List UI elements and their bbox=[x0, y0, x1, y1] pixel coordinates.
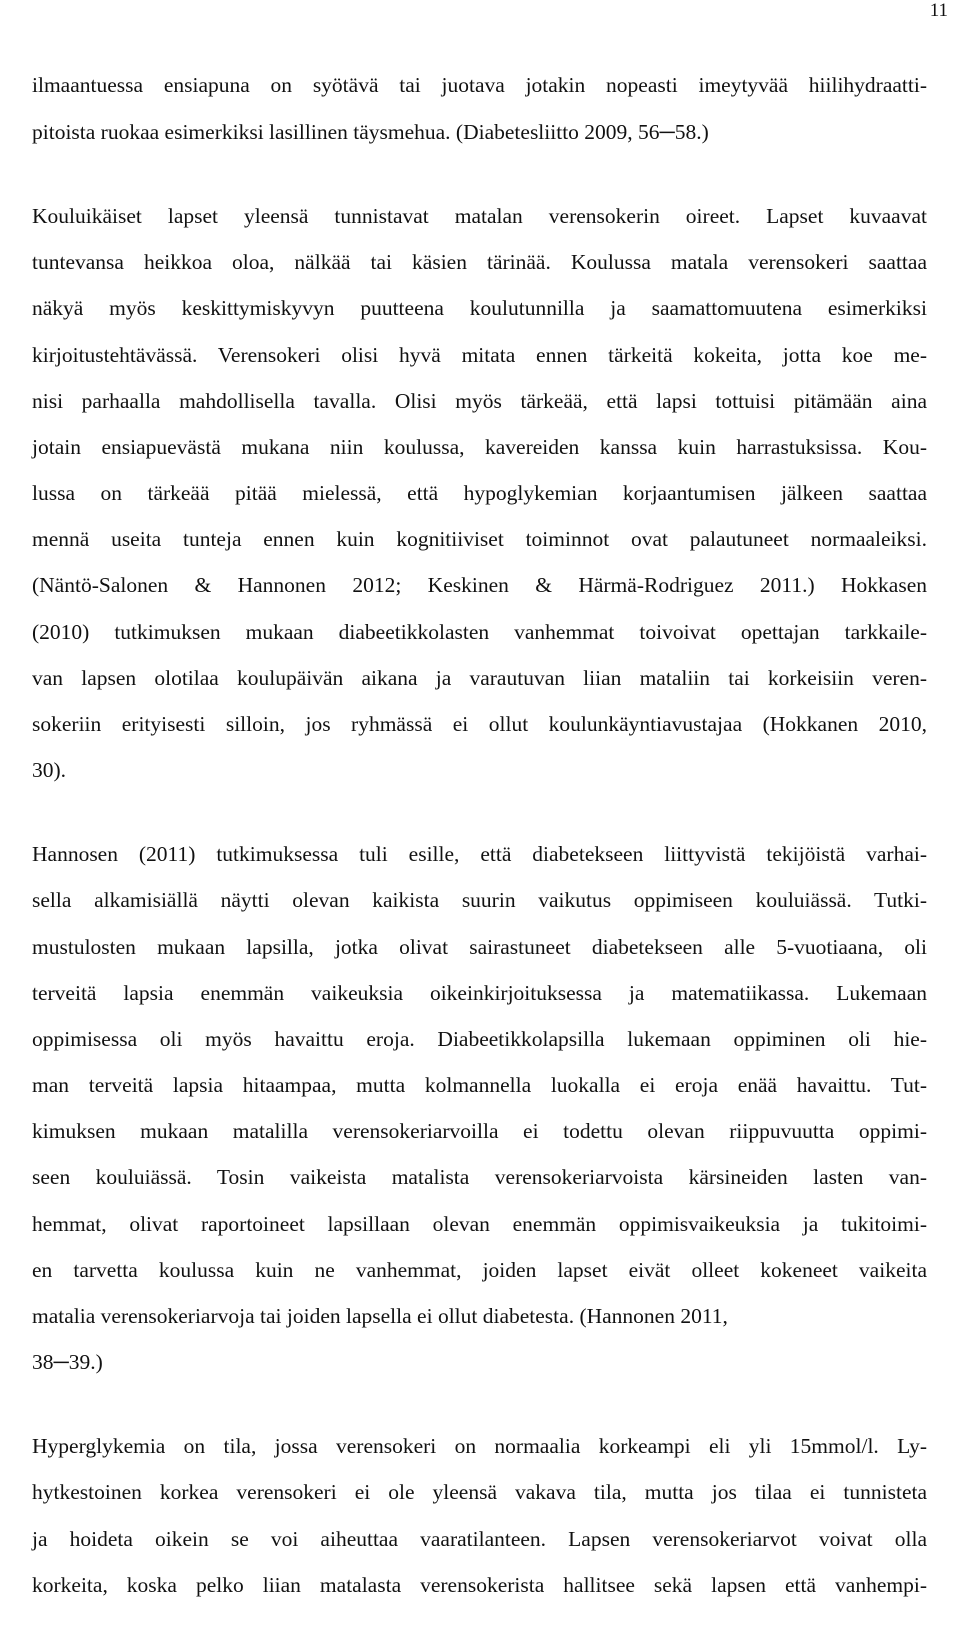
text-line: pitoista ruokaa esimerkiksi lasillinen täysmehua. (Diabetesliitto 2009, 56─58.) bbox=[32, 120, 709, 144]
text-line: seen kouluiässä. Tosin vaikeista matalista verensokeriarvoista kärsineiden lasten van- bbox=[32, 1165, 927, 1189]
text-line: nisi parhaalla mahdollisella tavalla. Olisi myös tärkeää, että lapsi tottuisi pitämään aina bbox=[32, 389, 927, 413]
text-line: Hyperglykemia on tila, jossa verensokeri on normaalia korkeampi eli yli 15mmol/l. Ly- bbox=[32, 1434, 927, 1458]
text-line: sokeriin erityisesti silloin, jos ryhmässä ei ollut koulunkäyntiavustajaa (Hokkanen 2010, bbox=[32, 712, 927, 736]
text-line: matalia verensokeriarvoja tai joiden lapsella ei ollut diabetesta. (Hannonen 2011, bbox=[32, 1304, 728, 1328]
text-line: ja hoideta oikein se voi aiheuttaa vaaratilanteen. Lapsen verensokeriarvot voivat olla bbox=[32, 1527, 927, 1551]
text-line: van lapsen olotilaa koulupäivän aikana ja varautuvan liian mataliin tai korkeisiin veren- bbox=[32, 666, 927, 690]
text-line: (2010) tutkimuksen mukaan diabeetikkolasten vanhemmat toivoivat opettajan tarkkaile- bbox=[32, 620, 927, 644]
text-line: (Näntö-Salonen & Hannonen 2012; Keskinen & Härmä-Rodriguez 2011.) Hokkasen bbox=[32, 573, 927, 597]
text-line: lussa on tärkeää pitää mielessä, että hypoglykemian korjaantumisen jälkeen saattaa bbox=[32, 481, 927, 505]
text-line: oppimisessa oli myös havaittu eroja. Diabeetikkolapsilla lukemaan oppiminen oli hie- bbox=[32, 1027, 927, 1051]
text-line: en tarvetta koulussa kuin ne vanhemmat, joiden lapset eivät olleet kokeneet vaikeita bbox=[32, 1258, 927, 1282]
text-line: jotain ensiapuevästä mukana niin koulussa, kavereiden kanssa kuin harrastuksissa. Kou- bbox=[32, 435, 927, 459]
text-line: Hannosen (2011) tutkimuksessa tuli esille, että diabetekseen liittyvistä tekijöistä varhai- bbox=[32, 842, 927, 866]
text-line: 38─39.) bbox=[32, 1350, 103, 1374]
text-line: man terveitä lapsia hitaampaa, mutta kolmannella luokalla ei eroja enää havaittu. Tut- bbox=[32, 1073, 927, 1097]
text-line: mennä useita tunteja ennen kuin kognitiiviset toiminnot ovat palautuneet normaaleiksi. bbox=[32, 527, 927, 551]
text-line: ilmaantuessa ensiapuna on syötävä tai juotava jotakin nopeasti imeytyvää hiilihydraatti- bbox=[32, 73, 927, 97]
text-line: mustulosten mukaan lapsilla, jotka olivat sairastuneet diabetekseen alle 5-vuotiaana, oli bbox=[32, 935, 927, 959]
text-line: hemmat, olivat raportoineet lapsillaan olevan enemmän oppimisvaikeuksia ja tukitoimi- bbox=[32, 1212, 927, 1236]
text-line: terveitä lapsia enemmän vaikeuksia oikeinkirjoituksessa ja matematiikassa. Lukemaan bbox=[32, 981, 927, 1005]
text-line: kimuksen mukaan matalilla verensokeriarvoilla ei todettu olevan riippuvuutta oppimi- bbox=[32, 1119, 927, 1143]
text-line: Kouluikäiset lapset yleensä tunnistavat matalan verensokerin oireet. Lapset kuvaavat bbox=[32, 204, 927, 228]
text-line: kirjoitustehtävässä. Verensokeri olisi hyvä mitata ennen tärkeitä kokeita, jotta koe me- bbox=[32, 343, 927, 367]
text-line: hytkestoinen korkea verensokeri ei ole yleensä vakava tila, mutta jos tilaa ei tunnisteta bbox=[32, 1480, 927, 1504]
text-line: korkeita, koska pelko liian matalasta verensokerista hallitsee sekä lapsen että vanhempi- bbox=[32, 1573, 927, 1597]
text-line: tuntevansa heikkoa oloa, nälkää tai käsien tärinää. Koulussa matala verensokeri saattaa bbox=[32, 250, 927, 274]
text-line: sella alkamisiällä näytti olevan kaikista suurin vaikutus oppimiseen kouluiässä. Tutki- bbox=[32, 888, 927, 912]
page-number: 11 bbox=[929, 0, 948, 21]
text-line: 30). bbox=[32, 758, 67, 782]
text-line: näkyä myös keskittymiskyvyn puutteena koulutunnilla ja saamattomuutena esimerkiksi bbox=[32, 296, 927, 320]
